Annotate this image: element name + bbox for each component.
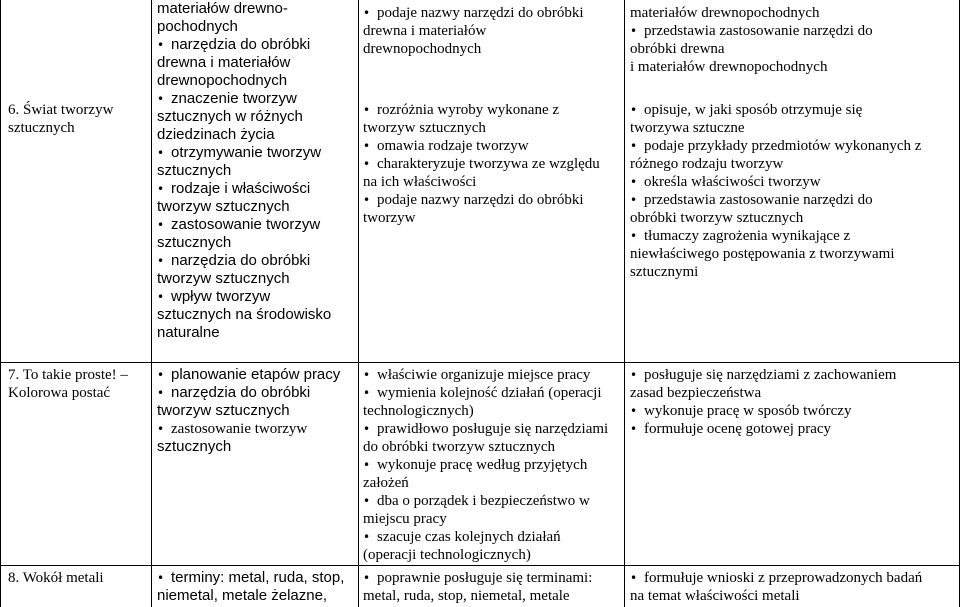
text-line: tworzyw sztucznych <box>363 120 486 136</box>
text-line: dziedzinach życia <box>157 126 275 143</box>
row-divider <box>0 362 960 363</box>
text-line: (operacji technologicznych) <box>363 547 531 563</box>
basic-cell-8 <box>363 569 592 605</box>
topic-cell-6 <box>8 101 113 137</box>
bullet-item: • rodzaje i właściwości <box>157 180 331 198</box>
text-line: naturalne <box>157 324 220 341</box>
text-line: założeń <box>363 475 409 491</box>
text-line: drewnopochodnych <box>363 41 482 57</box>
content-cell-6 <box>157 0 331 342</box>
text-line: sztucznych w różnych <box>157 108 303 125</box>
bullet-item: • rozróżnia wyroby wykonane z <box>363 101 600 119</box>
text-line: niewłaściwego postępowania z tworzywami <box>630 246 895 262</box>
text-line: niemetal, metale żelazne, <box>157 587 328 604</box>
extended-cell-7 <box>630 366 896 438</box>
text-line: sztucznymi <box>630 264 699 280</box>
text-line: drewna i materiałów <box>157 54 291 71</box>
bullet-item: • prawidłowo posługuje się narzędziami <box>363 420 608 438</box>
bullet-item: • narzędzia do obróbki <box>157 252 331 270</box>
bullet-item: • dba o porządek i bezpieczeństwo w <box>363 492 608 510</box>
text-line: sztucznych <box>157 438 232 455</box>
bullet-item: • szacuje czas kolejnych działań <box>363 528 608 546</box>
topic-cell-8 <box>8 569 104 587</box>
content-cell-8 <box>157 569 344 605</box>
text-line: materiałów drewnopochodnych <box>630 5 820 21</box>
column-divider <box>358 0 359 607</box>
text-line: drewnopochodnych <box>157 72 288 89</box>
text-line: tworzyw sztucznych <box>157 402 290 419</box>
text-line: na ich właściwości <box>363 174 477 190</box>
bullet-item: • zastosowanie tworzyw <box>157 420 340 438</box>
bullet-item: • znaczenie tworzyw <box>157 90 331 108</box>
topic-title-line: 7. To takie proste! – <box>8 367 128 383</box>
text-line: drewna i materiałów <box>363 23 487 39</box>
text-line: materiałów drewno- <box>157 0 288 17</box>
bullet-item: • terminy: metal, ruda, stop, <box>157 569 344 587</box>
text-line: tworzyw sztucznych <box>157 198 290 215</box>
text-line: metal, ruda, stop, niemetal, metale <box>363 588 570 604</box>
text-line: różnego rodzaju tworzyw <box>630 156 784 172</box>
bullet-item: • określa właściwości tworzyw <box>630 173 921 191</box>
extended-cell-8 <box>630 569 922 605</box>
bullet-item: • formułuje wnioski z przeprowadzonych badań <box>630 569 922 587</box>
text-line: do obróbki tworzyw sztucznych <box>363 439 556 455</box>
bullet-item: • przedstawia zastosowanie narzędzi do <box>630 191 921 209</box>
text-line: zasad bezpieczeństwa <box>630 385 762 401</box>
extended-cell-6-top <box>630 4 873 76</box>
bullet-item: • właściwie organizuje miejsce pracy <box>363 366 608 384</box>
content-cell-7 <box>157 366 340 456</box>
text-line: tworzywa sztuczne <box>630 120 745 136</box>
text-line: tworzyw <box>363 210 416 226</box>
text-line: sztucznych <box>157 162 232 179</box>
topic-title-line: Kolorowa postać <box>8 385 111 401</box>
bullet-item: • podaje przykłady przedmiotów wykonanych z <box>630 137 921 155</box>
bullet-item: • zastosowanie tworzyw <box>157 216 331 234</box>
bullet-item: • wykonuje pracę według przyjętych <box>363 456 608 474</box>
column-divider <box>624 0 625 607</box>
topic-cell-7 <box>8 366 128 402</box>
text-line: i materiałów drewnopochodnych <box>630 59 828 75</box>
bullet-item: • charakteryzuje tworzywa ze względu <box>363 155 600 173</box>
bullet-item: • narzędzia do obróbki <box>157 384 340 402</box>
bullet-item: • tłumaczy zagrożenia wynikające z <box>630 227 921 245</box>
topic-title-line: sztucznych <box>8 120 75 136</box>
text-line: sztucznych na środowisko <box>157 306 332 323</box>
basic-cell-7 <box>363 366 608 564</box>
topic-title-line: 8. Wokół metali <box>8 570 104 586</box>
bullet-item: • planowanie etapów pracy <box>157 366 340 384</box>
bullet-item: • podaje nazwy narzędzi do obróbki <box>363 4 584 22</box>
bullet-item: • podaje nazwy narzędzi do obróbki <box>363 191 600 209</box>
column-divider <box>151 0 152 607</box>
bullet-item: • wpływ tworzyw <box>157 288 331 306</box>
text-line: miejscu pracy <box>363 511 447 527</box>
text-line: sztucznych <box>157 234 232 251</box>
bullet-item: • wymienia kolejność działań (operacji <box>363 384 608 402</box>
bullet-item: • poprawnie posługuje się terminami: <box>363 569 592 587</box>
bullet-item: • otrzymywanie tworzyw <box>157 144 331 162</box>
bullet-item: • omawia rodzaje tworzyw <box>363 137 600 155</box>
text-line: obróbki tworzyw sztucznych <box>630 210 804 226</box>
bullet-item: • przedstawia zastosowanie narzędzi do <box>630 22 873 40</box>
text-line: obróbki drewna <box>630 41 725 57</box>
topic-title-line: 6. Świat tworzyw <box>8 102 114 118</box>
extended-cell-6 <box>630 101 921 281</box>
basic-cell-6-top <box>363 4 584 58</box>
text-line: pochodnych <box>157 18 238 35</box>
table-border-left <box>0 0 1 607</box>
text-line: technologicznych) <box>363 403 474 419</box>
bullet-item: • narzędzia do obróbki <box>157 36 331 54</box>
text-line: na temat właściwości metali <box>630 588 800 604</box>
bullet-item: • posługuje się narzędziami z zachowaniem <box>630 366 896 384</box>
text-line: tworzyw sztucznych <box>157 270 290 287</box>
bullet-item: • opisuje, w jaki sposób otrzymuje się <box>630 101 921 119</box>
basic-cell-6 <box>363 101 600 227</box>
row-divider <box>0 565 960 566</box>
bullet-item: • formułuje ocenę gotowej pracy <box>630 420 896 438</box>
bullet-item: • wykonuje pracę w sposób twórczy <box>630 402 896 420</box>
